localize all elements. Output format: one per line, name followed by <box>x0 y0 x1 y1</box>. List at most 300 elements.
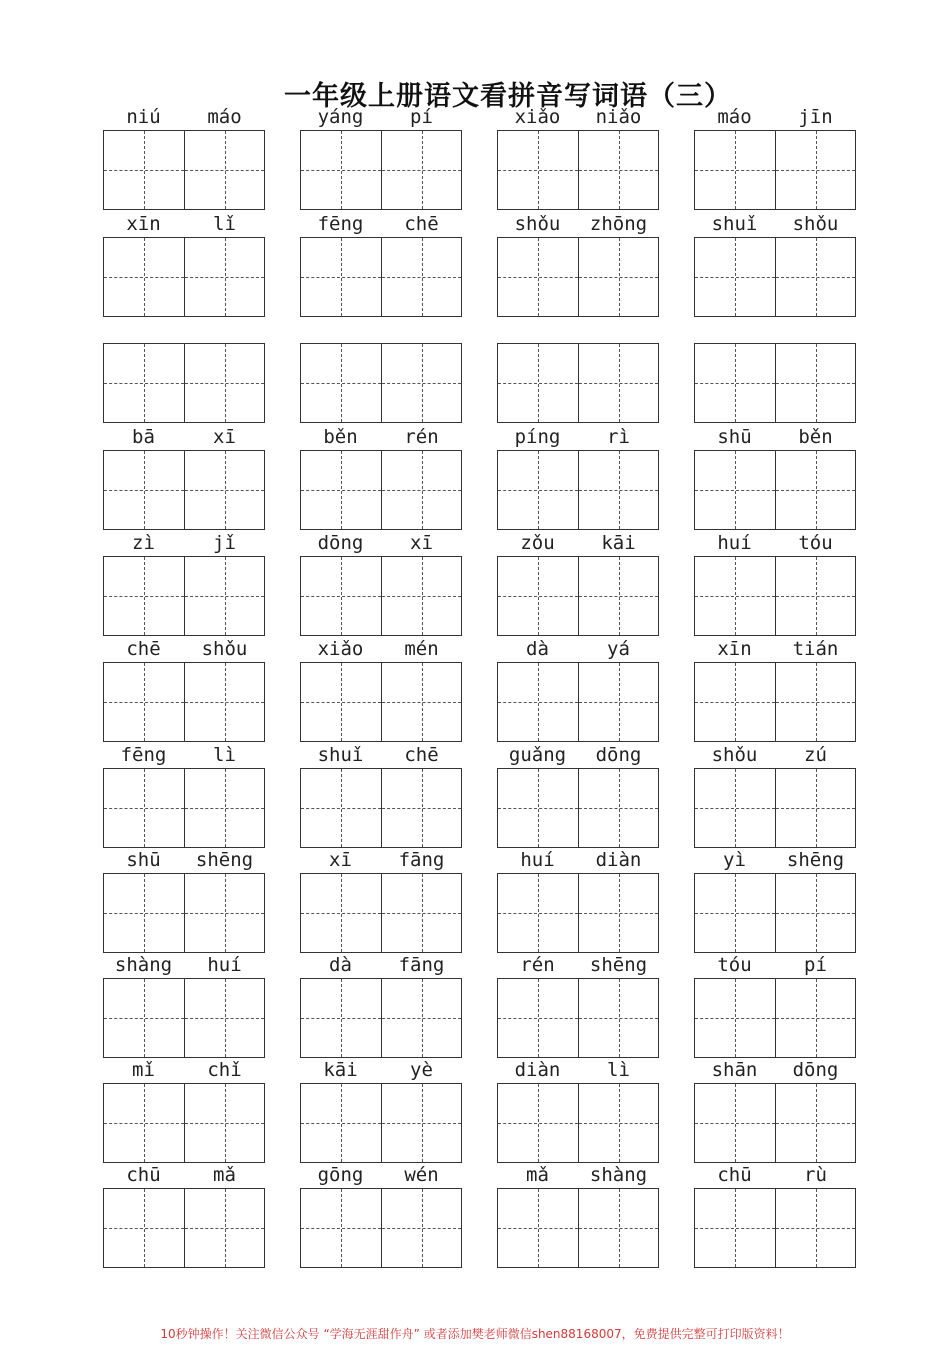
tianzige-pair <box>497 873 659 953</box>
pinyin-label: yá <box>607 638 630 660</box>
guide-line-horizontal <box>498 170 578 171</box>
pinyin-label: rì <box>607 426 630 448</box>
writing-box[interactable] <box>578 769 658 847</box>
writing-box[interactable] <box>695 874 775 952</box>
pinyin-label: mǎ <box>526 1164 549 1186</box>
guide-line-horizontal <box>382 1228 461 1229</box>
guide-line-horizontal <box>185 808 264 809</box>
footer-note: 10秒钟操作！关注微信公众号 “学海无涯甜作舟” 或者添加樊老师微信shen88168007，免费提供完整可打印版资料！ <box>160 1327 790 1341</box>
pinyin-label: diàn <box>514 1059 561 1081</box>
writing-box[interactable] <box>695 238 775 316</box>
tianzige-pair <box>300 130 462 210</box>
tianzige-pair <box>300 873 462 953</box>
pinyin-label: xī <box>329 849 352 871</box>
writing-box[interactable] <box>381 344 461 422</box>
guide-line-horizontal <box>776 913 855 914</box>
writing-box[interactable] <box>578 238 658 316</box>
tianzige-pair <box>103 343 265 423</box>
writing-box[interactable] <box>775 769 855 847</box>
writing-box[interactable] <box>184 131 264 209</box>
pinyin-label: dōng <box>595 744 642 766</box>
guide-line-horizontal <box>498 1228 578 1229</box>
writing-box[interactable] <box>381 1189 461 1267</box>
writing-box[interactable] <box>578 557 658 635</box>
pinyin-label: shēng <box>589 954 648 976</box>
writing-box[interactable] <box>184 769 264 847</box>
writing-box[interactable] <box>381 663 461 741</box>
guide-line-horizontal <box>498 913 578 914</box>
writing-box[interactable] <box>578 344 658 422</box>
guide-line-horizontal <box>498 596 578 597</box>
writing-box[interactable] <box>184 979 264 1057</box>
guide-line-horizontal <box>185 1228 264 1229</box>
guide-line-horizontal <box>382 808 461 809</box>
pinyin-label: chē <box>404 213 439 235</box>
guide-line-horizontal <box>301 596 381 597</box>
pinyin-label: shēng <box>786 849 845 871</box>
writing-box[interactable] <box>695 769 775 847</box>
pinyin-label: chū <box>717 1164 752 1186</box>
guide-line-horizontal <box>695 1018 775 1019</box>
guide-line-horizontal <box>498 1123 578 1124</box>
writing-box[interactable] <box>301 344 381 422</box>
pinyin-label: dà <box>526 638 549 660</box>
pinyin-label: fēng <box>120 744 167 766</box>
page-title: 一年级上册语文看拼音写词语（三） <box>284 81 732 112</box>
tianzige-pair <box>103 450 265 530</box>
tianzige-pair <box>103 130 265 210</box>
pinyin-label: gōng <box>317 1164 364 1186</box>
guide-line-horizontal <box>579 1228 658 1229</box>
pinyin-label: chǐ <box>207 1059 242 1081</box>
guide-line-horizontal <box>382 913 461 914</box>
guide-line-horizontal <box>104 702 184 703</box>
pinyin-label: yì <box>723 849 746 871</box>
tianzige-pair <box>103 873 265 953</box>
pinyin-label: mǐ <box>132 1059 155 1081</box>
pinyin-label: xīn <box>126 213 161 235</box>
writing-box[interactable] <box>381 238 461 316</box>
pinyin-label: zhōng <box>589 213 648 235</box>
tianzige-pair <box>694 662 856 742</box>
writing-box[interactable] <box>578 663 658 741</box>
tianzige-pair <box>300 662 462 742</box>
guide-line-horizontal <box>104 1123 184 1124</box>
writing-box[interactable] <box>775 663 855 741</box>
guide-line-horizontal <box>776 490 855 491</box>
guide-line-horizontal <box>382 1123 461 1124</box>
pinyin-label: bā <box>132 426 155 448</box>
guide-line-horizontal <box>579 913 658 914</box>
guide-line-horizontal <box>104 170 184 171</box>
guide-line-horizontal <box>382 277 461 278</box>
writing-box[interactable] <box>775 979 855 1057</box>
pinyin-label: běn <box>798 426 833 448</box>
tianzige-pair <box>300 237 462 317</box>
guide-line-horizontal <box>776 383 855 384</box>
writing-box[interactable] <box>301 557 381 635</box>
guide-line-horizontal <box>695 702 775 703</box>
writing-box[interactable] <box>498 131 578 209</box>
guide-line-horizontal <box>579 702 658 703</box>
writing-box[interactable] <box>775 874 855 952</box>
guide-line-horizontal <box>382 596 461 597</box>
writing-box[interactable] <box>184 238 264 316</box>
tianzige-pair <box>694 978 856 1058</box>
guide-line-horizontal <box>579 1018 658 1019</box>
writing-box[interactable] <box>184 451 264 529</box>
guide-line-horizontal <box>498 490 578 491</box>
pinyin-label: zǒu <box>520 532 555 554</box>
pinyin-label: shàng <box>589 1164 648 1186</box>
writing-box[interactable] <box>381 769 461 847</box>
guide-line-horizontal <box>104 1228 184 1229</box>
pinyin-label: shǒu <box>514 213 561 235</box>
writing-box[interactable] <box>498 451 578 529</box>
writing-box[interactable] <box>301 451 381 529</box>
guide-line-horizontal <box>301 277 381 278</box>
guide-line-horizontal <box>185 170 264 171</box>
pinyin-label: tóu <box>717 954 752 976</box>
writing-box[interactable] <box>498 238 578 316</box>
guide-line-horizontal <box>301 913 381 914</box>
guide-line-horizontal <box>776 1228 855 1229</box>
guide-line-horizontal <box>579 383 658 384</box>
pinyin-label: niú <box>126 106 161 128</box>
pinyin-label: dōng <box>317 532 364 554</box>
writing-box[interactable] <box>104 1189 184 1267</box>
pinyin-label: xī <box>410 532 433 554</box>
writing-box[interactable] <box>695 663 775 741</box>
writing-box[interactable] <box>498 769 578 847</box>
tianzige-pair <box>694 768 856 848</box>
tianzige-pair <box>497 768 659 848</box>
pinyin-label: xiǎo <box>317 638 364 660</box>
writing-box[interactable] <box>578 874 658 952</box>
tianzige-pair <box>300 556 462 636</box>
pinyin-label: tóu <box>798 532 833 554</box>
writing-box[interactable] <box>578 979 658 1057</box>
pinyin-label: shuǐ <box>317 744 364 766</box>
writing-box[interactable] <box>578 451 658 529</box>
guide-line-horizontal <box>695 808 775 809</box>
pinyin-label: chē <box>126 638 161 660</box>
writing-box[interactable] <box>301 663 381 741</box>
pinyin-label: xiǎo <box>514 106 561 128</box>
pinyin-label: shān <box>711 1059 758 1081</box>
pinyin-label: guǎng <box>508 744 567 766</box>
guide-line-horizontal <box>695 913 775 914</box>
writing-box[interactable] <box>381 451 461 529</box>
writing-box[interactable] <box>104 451 184 529</box>
tianzige-pair <box>103 237 265 317</box>
tianzige-pair <box>103 1083 265 1163</box>
pinyin-label: běn <box>323 426 358 448</box>
writing-box[interactable] <box>498 1189 578 1267</box>
guide-line-horizontal <box>579 277 658 278</box>
guide-line-horizontal <box>301 702 381 703</box>
pinyin-label: rén <box>520 954 555 976</box>
writing-box[interactable] <box>775 1084 855 1162</box>
writing-box[interactable] <box>498 344 578 422</box>
tianzige-pair <box>497 1188 659 1268</box>
writing-box[interactable] <box>184 557 264 635</box>
pinyin-label: huí <box>717 532 752 554</box>
guide-line-horizontal <box>104 1018 184 1019</box>
tianzige-pair <box>300 1188 462 1268</box>
tianzige-pair <box>103 556 265 636</box>
pinyin-label: shēng <box>195 849 254 871</box>
pinyin-label: yè <box>410 1059 433 1081</box>
pinyin-label: dà <box>329 954 352 976</box>
writing-box[interactable] <box>104 663 184 741</box>
writing-box[interactable] <box>775 131 855 209</box>
tianzige-pair <box>694 343 856 423</box>
guide-line-horizontal <box>776 170 855 171</box>
pinyin-label: rù <box>804 1164 827 1186</box>
pinyin-label: pí <box>804 954 827 976</box>
guide-line-horizontal <box>579 1123 658 1124</box>
guide-line-horizontal <box>695 1123 775 1124</box>
writing-box[interactable] <box>301 769 381 847</box>
guide-line-horizontal <box>695 1228 775 1229</box>
writing-box[interactable] <box>498 874 578 952</box>
writing-box[interactable] <box>301 238 381 316</box>
pinyin-label: shàng <box>114 954 173 976</box>
pinyin-label: zú <box>804 744 827 766</box>
guide-line-horizontal <box>104 490 184 491</box>
tianzige-pair <box>694 873 856 953</box>
writing-box[interactable] <box>498 1084 578 1162</box>
tianzige-pair <box>103 1188 265 1268</box>
writing-box[interactable] <box>301 874 381 952</box>
guide-line-horizontal <box>695 170 775 171</box>
writing-box[interactable] <box>695 451 775 529</box>
writing-box[interactable] <box>104 979 184 1057</box>
guide-line-horizontal <box>104 808 184 809</box>
pinyin-label: shǒu <box>201 638 248 660</box>
pinyin-label: zì <box>132 532 155 554</box>
writing-box[interactable] <box>381 979 461 1057</box>
guide-line-horizontal <box>185 277 264 278</box>
guide-line-horizontal <box>104 383 184 384</box>
guide-line-horizontal <box>498 702 578 703</box>
pinyin-label: kāi <box>323 1059 358 1081</box>
writing-box[interactable] <box>301 131 381 209</box>
guide-line-horizontal <box>382 490 461 491</box>
guide-line-horizontal <box>498 383 578 384</box>
writing-box[interactable] <box>695 557 775 635</box>
guide-line-horizontal <box>498 808 578 809</box>
writing-box[interactable] <box>498 979 578 1057</box>
writing-box[interactable] <box>695 344 775 422</box>
guide-line-horizontal <box>579 808 658 809</box>
guide-line-horizontal <box>185 490 264 491</box>
guide-line-horizontal <box>776 1123 855 1124</box>
writing-box[interactable] <box>578 131 658 209</box>
writing-box[interactable] <box>104 557 184 635</box>
writing-box[interactable] <box>775 1189 855 1267</box>
pinyin-label: wén <box>404 1164 439 1186</box>
writing-box[interactable] <box>775 557 855 635</box>
tianzige-pair <box>497 237 659 317</box>
guide-line-horizontal <box>498 277 578 278</box>
writing-box[interactable] <box>104 874 184 952</box>
writing-box[interactable] <box>104 344 184 422</box>
pinyin-label: xīn <box>717 638 752 660</box>
guide-line-horizontal <box>185 1123 264 1124</box>
pinyin-label: shū <box>717 426 752 448</box>
writing-box[interactable] <box>381 131 461 209</box>
pinyin-label: lǐ <box>213 213 236 235</box>
tianzige-pair <box>694 556 856 636</box>
writing-box[interactable] <box>104 238 184 316</box>
pinyin-label: shǒu <box>711 744 758 766</box>
guide-line-horizontal <box>579 596 658 597</box>
pinyin-label: niǎo <box>595 106 642 128</box>
pinyin-label: dōng <box>792 1059 839 1081</box>
tianzige-pair <box>694 1188 856 1268</box>
pinyin-label: huí <box>207 954 242 976</box>
guide-line-horizontal <box>695 383 775 384</box>
pinyin-label: chū <box>126 1164 161 1186</box>
guide-line-horizontal <box>776 702 855 703</box>
tianzige-pair <box>300 768 462 848</box>
guide-line-horizontal <box>776 277 855 278</box>
guide-line-horizontal <box>579 490 658 491</box>
guide-line-horizontal <box>185 702 264 703</box>
writing-box[interactable] <box>695 1189 775 1267</box>
writing-box[interactable] <box>775 238 855 316</box>
guide-line-horizontal <box>301 490 381 491</box>
tianzige-pair <box>497 130 659 210</box>
tianzige-pair <box>497 450 659 530</box>
guide-line-horizontal <box>776 1018 855 1019</box>
writing-box[interactable] <box>184 1189 264 1267</box>
writing-box[interactable] <box>301 1189 381 1267</box>
writing-box[interactable] <box>104 131 184 209</box>
writing-box[interactable] <box>498 557 578 635</box>
pinyin-label: xī <box>213 426 236 448</box>
pinyin-label: jǐ <box>213 532 236 554</box>
guide-line-horizontal <box>382 1018 461 1019</box>
writing-box[interactable] <box>578 1084 658 1162</box>
guide-line-horizontal <box>301 170 381 171</box>
guide-line-horizontal <box>185 913 264 914</box>
pinyin-label: shǒu <box>792 213 839 235</box>
writing-box[interactable] <box>775 451 855 529</box>
pinyin-label: jīn <box>798 106 833 128</box>
tianzige-pair <box>497 978 659 1058</box>
tianzige-pair <box>497 556 659 636</box>
guide-line-horizontal <box>695 596 775 597</box>
pinyin-label: shuǐ <box>711 213 758 235</box>
tianzige-pair <box>497 1083 659 1163</box>
tianzige-pair <box>694 1083 856 1163</box>
pinyin-label: máo <box>717 106 752 128</box>
pinyin-label: mén <box>404 638 439 660</box>
guide-line-horizontal <box>301 808 381 809</box>
writing-box[interactable] <box>381 557 461 635</box>
guide-line-horizontal <box>498 1018 578 1019</box>
guide-line-horizontal <box>382 383 461 384</box>
guide-line-horizontal <box>301 1228 381 1229</box>
writing-box[interactable] <box>498 663 578 741</box>
guide-line-horizontal <box>695 277 775 278</box>
pinyin-label: diàn <box>595 849 642 871</box>
writing-box[interactable] <box>695 131 775 209</box>
writing-box[interactable] <box>695 979 775 1057</box>
guide-line-horizontal <box>301 383 381 384</box>
tianzige-pair <box>497 343 659 423</box>
guide-line-horizontal <box>382 702 461 703</box>
writing-box[interactable] <box>381 1084 461 1162</box>
guide-line-horizontal <box>104 913 184 914</box>
guide-line-horizontal <box>776 596 855 597</box>
writing-box[interactable] <box>184 1084 264 1162</box>
pinyin-label: máo <box>207 106 242 128</box>
writing-box[interactable] <box>695 1084 775 1162</box>
pinyin-label: tián <box>792 638 839 660</box>
pinyin-label: lì <box>213 744 236 766</box>
guide-line-horizontal <box>776 808 855 809</box>
guide-line-horizontal <box>695 490 775 491</box>
pinyin-label: fēng <box>317 213 364 235</box>
writing-box[interactable] <box>381 874 461 952</box>
tianzige-pair <box>694 130 856 210</box>
writing-box[interactable] <box>301 979 381 1057</box>
tianzige-pair <box>300 343 462 423</box>
tianzige-pair <box>300 978 462 1058</box>
writing-box[interactable] <box>104 1084 184 1162</box>
pinyin-label: huí <box>520 849 555 871</box>
writing-box[interactable] <box>578 1189 658 1267</box>
guide-line-horizontal <box>185 596 264 597</box>
writing-box[interactable] <box>775 344 855 422</box>
pinyin-label: pí <box>410 106 433 128</box>
pinyin-label: fāng <box>398 849 445 871</box>
writing-box[interactable] <box>184 663 264 741</box>
pinyin-label: chē <box>404 744 439 766</box>
guide-line-horizontal <box>301 1018 381 1019</box>
guide-line-horizontal <box>301 1123 381 1124</box>
writing-box[interactable] <box>184 344 264 422</box>
pinyin-label: fāng <box>398 954 445 976</box>
tianzige-pair <box>694 237 856 317</box>
tianzige-pair <box>103 662 265 742</box>
pinyin-label: shū <box>126 849 161 871</box>
pinyin-label: píng <box>514 426 561 448</box>
guide-line-horizontal <box>185 383 264 384</box>
writing-box[interactable] <box>184 874 264 952</box>
guide-line-horizontal <box>382 170 461 171</box>
tianzige-pair <box>300 1083 462 1163</box>
tianzige-pair <box>103 768 265 848</box>
pinyin-label: rén <box>404 426 439 448</box>
pinyin-label: yáng <box>317 106 364 128</box>
tianzige-pair <box>300 450 462 530</box>
guide-line-horizontal <box>185 1018 264 1019</box>
pinyin-label: mǎ <box>213 1164 236 1186</box>
pinyin-label: kāi <box>601 532 636 554</box>
tianzige-pair <box>694 450 856 530</box>
writing-box[interactable] <box>104 769 184 847</box>
writing-box[interactable] <box>301 1084 381 1162</box>
pinyin-label: lì <box>607 1059 630 1081</box>
guide-line-horizontal <box>579 170 658 171</box>
tianzige-pair <box>497 662 659 742</box>
guide-line-horizontal <box>104 596 184 597</box>
